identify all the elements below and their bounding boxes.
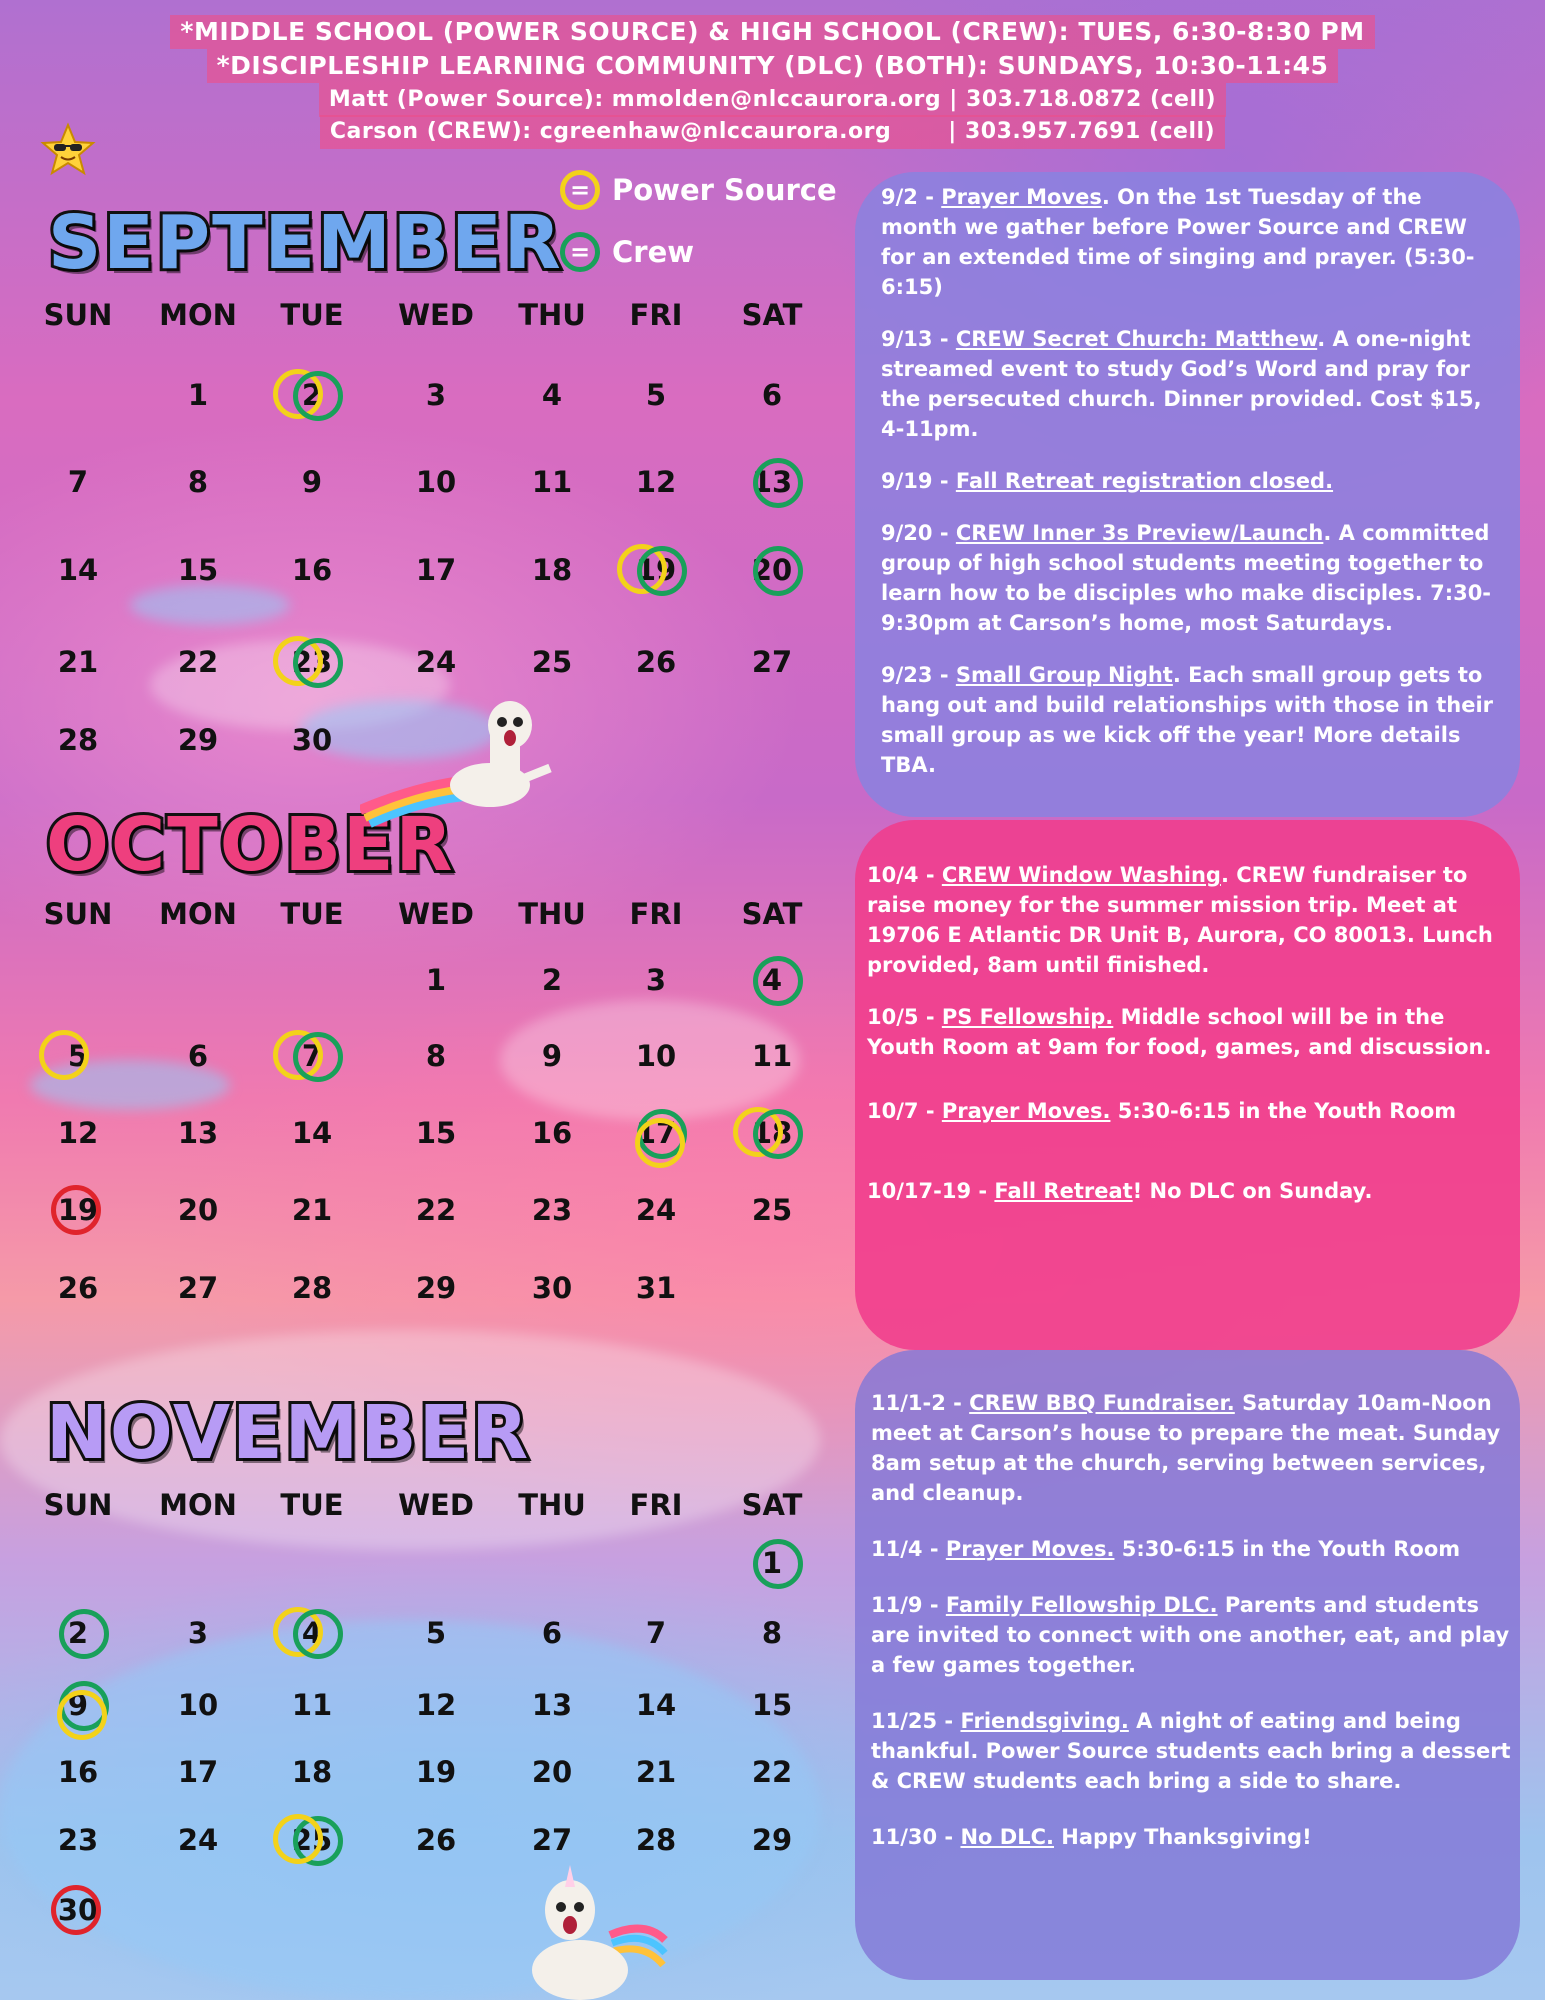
calendar-day: 25 [531,645,573,679]
calendar-day: 27 [531,1823,573,1857]
calendar-day: 2 [301,378,323,412]
event-item [871,1388,1512,1508]
weekday-sat: SAT [741,1488,803,1522]
calendar-day: 13 [531,1688,573,1722]
calendar-day: 28 [57,723,99,757]
calendar-day: 12 [57,1116,99,1150]
flying-llama-icon [360,690,570,830]
weekday-fri: FRI [629,1488,683,1522]
calendar-day: 14 [291,1116,333,1150]
calendar-day: 11 [531,465,573,499]
weekday-sun: SUN [43,1488,113,1522]
calendar-day: 9 [301,465,323,499]
calendar-day: 10 [177,1688,219,1722]
weekday-sat: SAT [741,298,803,332]
calendar-day: 3 [425,378,447,412]
calendar-day: 5 [645,378,667,412]
calendar-day: 21 [291,1193,333,1227]
event-title: Prayer Moves. [945,1537,1115,1561]
event-title: CREW BBQ Fundraiser. [969,1391,1235,1415]
calendar-day: 31 [635,1271,677,1305]
weekday-sun: SUN [43,298,113,332]
event-item [867,860,1500,980]
event-date: 11/1-2 - [871,1391,970,1415]
calendar-day: 8 [425,1039,447,1073]
calendar-day: 18 [291,1755,333,1789]
calendar-day: 29 [751,1823,793,1857]
event-description: Happy Thanksgiving! [1053,1825,1312,1849]
calendar-day: 22 [177,645,219,679]
event-date: 10/17-19 - [867,1179,995,1203]
calendar-day: 16 [291,553,333,587]
event-date: 11/4 - [871,1537,946,1561]
calendar-day: 6 [761,378,783,412]
calendar-day: 5 [425,1616,447,1650]
weekday-sun: SUN [43,897,113,931]
calendar-day: 9 [541,1039,563,1073]
event-title: CREW Window Washing [941,863,1221,887]
calendar-day: 16 [57,1755,99,1789]
header-schedule-line: *MIDDLE SCHOOL (POWER SOURCE) & HIGH SCHOOL (CREW): TUES, 6:30-8:30 PM [170,15,1374,49]
calendar-day: 4 [541,378,563,412]
events-panel-september [855,172,1520,817]
events-panel-november [855,1350,1520,1980]
calendar-day: 5 [67,1039,89,1073]
calendar-day: 22 [751,1755,793,1789]
calendar-day: 21 [57,645,99,679]
event-date: 9/20 - [881,521,956,545]
calendar-day: 19 [57,1193,99,1227]
event-description: . A one-night streamed event to study God’s Word and pray for the persecuted church. Dinner provided. Cost $15, 4-11pm. [881,327,1482,441]
calendar-day: 18 [751,1116,793,1150]
event-description: . A committed group of high school students meeting together to learn how to be disciples who make disciples. 7:30-9:30pm at Carson’s home, most Saturdays. [881,521,1492,635]
event-date: 11/25 - [871,1709,961,1733]
event-item [867,1176,1500,1206]
calendar-day: 19 [635,553,677,587]
event-description: ! No DLC on Sunday. [1132,1179,1373,1203]
event-description: A night of eating and being thankful. Power Source students each bring a dessert & CREW students each bring a side to share. [871,1709,1511,1793]
calendar-day: 4 [301,1616,323,1650]
weekday-mon: MON [159,897,237,931]
weekday-thu: THU [518,298,586,332]
calendar-day: 29 [177,723,219,757]
calendar-day: 8 [761,1616,783,1650]
legend-crew-label: Crew [612,235,695,269]
calendar-day: 16 [531,1116,573,1150]
calendar-day: 2 [67,1616,89,1650]
event-item [871,1590,1512,1680]
calendar-day: 25 [291,1823,333,1857]
calendar-day: 13 [177,1116,219,1150]
calendar-day: 11 [291,1688,333,1722]
event-description: . CREW fundraiser to raise money for the summer mission trip. Meet at 19706 E Atlantic DR Unit B, Aurora, CO 80013. Lunch provided, 8am until finished. [867,863,1493,977]
legend-crew [560,232,694,272]
calendar-day: 30 [57,1893,99,1927]
calendar-day: 24 [177,1823,219,1857]
event-item [881,324,1500,444]
weekday-sat: SAT [741,897,803,931]
event-title: Fall Retreat registration closed. [955,469,1334,493]
event-date: 11/9 - [871,1593,946,1617]
calendar-day: 24 [635,1193,677,1227]
calendar-day: 1 [187,378,209,412]
event-title: Prayer Moves. [941,1099,1111,1123]
weekday-wed: WED [398,897,474,931]
calendar-day: 11 [751,1039,793,1073]
calendar-day: 14 [635,1688,677,1722]
event-title: CREW Inner 3s Preview/Launch [955,521,1324,545]
calendar-day: 21 [635,1755,677,1789]
calendar-day: 23 [531,1193,573,1227]
month-title-november: NOVEMBER [46,1390,531,1476]
event-item [881,182,1500,302]
event-item [867,1096,1500,1126]
calendar-day: 26 [57,1271,99,1305]
month-title-september: SEPTEMBER [48,200,563,286]
calendar-day: 28 [291,1271,333,1305]
crew-ring-icon: = [560,232,600,272]
event-date: 10/5 - [867,1005,942,1029]
event-title: Prayer Moves [941,185,1102,209]
event-date: 10/7 - [867,1099,942,1123]
weekday-tue: TUE [280,298,344,332]
legend-power-source-label: Power Source [612,173,837,207]
event-description: 5:30-6:15 in the Youth Room [1114,1537,1461,1561]
events-panel-october [855,820,1520,1350]
calendar-day: 10 [415,465,457,499]
calendar-day: 19 [415,1755,457,1789]
legend-power-source [560,170,837,210]
calendar-day: 12 [635,465,677,499]
event-item [871,1706,1512,1796]
calendar-day: 15 [415,1116,457,1150]
weekday-fri: FRI [629,298,683,332]
calendar-day: 17 [177,1755,219,1789]
calendar-day: 22 [415,1193,457,1227]
calendar-day: 4 [761,963,783,997]
calendar-day: 3 [187,1616,209,1650]
event-date: 9/19 - [881,469,956,493]
event-description: . Each small group gets to hang out and build relationships with those in their small group as we kick off the year! More details TBA. [881,663,1494,777]
calendar-day: 15 [177,553,219,587]
unicorn-llama-icon [515,1865,675,2000]
calendar-day: 8 [187,465,209,499]
calendar-day: 27 [751,645,793,679]
calendar-day: 24 [415,645,457,679]
header-dlc-line: *DISCIPLESHIP LEARNING COMMUNITY (DLC) (BOTH): SUNDAYS, 10:30-11:45 [207,49,1339,83]
calendar-day: 7 [301,1039,323,1073]
event-title: PS Fellowship. [941,1005,1114,1029]
calendar-day: 20 [531,1755,573,1789]
calendar-day: 18 [531,553,573,587]
weekday-tue: TUE [280,897,344,931]
event-item [881,518,1500,638]
calendar-day: 23 [57,1823,99,1857]
calendar-day: 2 [541,963,563,997]
calendar-day: 17 [415,553,457,587]
calendar-day: 3 [645,963,667,997]
event-title: Small Group Night [955,663,1173,687]
calendar-day: 20 [177,1193,219,1227]
event-description: . On the 1st Tuesday of the month we gather before Power Source and CREW for an extended time of singing and prayer. (5:30-6:15) [881,185,1475,299]
calendar-day: 6 [541,1616,563,1650]
event-item [871,1534,1512,1564]
calendar-day: 13 [751,465,793,499]
calendar-day: 27 [177,1271,219,1305]
calendar-day: 17 [635,1116,677,1150]
calendar-day: 29 [415,1271,457,1305]
calendar-day: 26 [415,1823,457,1857]
calendar-day: 10 [635,1039,677,1073]
weekday-thu: THU [518,1488,586,1522]
event-description: 5:30-6:15 in the Youth Room [1110,1099,1457,1123]
calendar-day: 7 [67,465,89,499]
header-carson-contact: Carson (CREW): cgreenhaw@nlccaurora.org | 303.957.7691 (cell) [320,115,1225,149]
calendar-day: 30 [531,1271,573,1305]
event-date: 9/23 - [881,663,956,687]
star-sunglasses-icon [40,122,96,178]
calendar-day: 25 [751,1193,793,1227]
calendar-day: 15 [751,1688,793,1722]
weekday-mon: MON [159,1488,237,1522]
event-item [881,660,1500,780]
calendar-day: 1 [761,1546,783,1580]
calendar-day: 9 [67,1688,89,1722]
calendar-day: 12 [415,1688,457,1722]
header-matt-contact: Matt (Power Source): mmolden@nlccaurora.org | 303.718.0872 (cell) [319,83,1226,117]
header [0,14,1545,146]
weekday-mon: MON [159,298,237,332]
event-item [881,466,1500,496]
event-description: Parents and students are invited to connect with one another, eat, and play a few games together. [871,1593,1510,1677]
weekday-tue: TUE [280,1488,344,1522]
calendar-day: 7 [645,1616,667,1650]
event-description: Middle school will be in the Youth Room at 9am for food, games, and discussion. [867,1005,1492,1059]
event-item [871,1822,1512,1852]
event-title: Family Fellowship DLC. [945,1593,1218,1617]
event-item [867,1002,1500,1062]
calendar-day: 1 [425,963,447,997]
event-date: 10/4 - [867,863,942,887]
weekday-fri: FRI [629,897,683,931]
calendar-day: 6 [187,1039,209,1073]
event-date: 9/2 - [881,185,942,209]
calendar-day: 26 [635,645,677,679]
event-description: Saturday 10am-Noon meet at Carson’s house to prepare the meat. Sunday 8am setup at the church, serving between services, and cleanup. [871,1391,1501,1505]
calendar-day: 14 [57,553,99,587]
weekday-wed: WED [398,298,474,332]
event-date: 11/30 - [871,1825,961,1849]
calendar-day: 28 [635,1823,677,1857]
calendar-day: 20 [751,553,793,587]
weekday-wed: WED [398,1488,474,1522]
calendar-day: 23 [291,645,333,679]
power-source-ring-icon: = [560,170,600,210]
event-date: 9/13 - [881,327,956,351]
event-title: Friendsgiving. [960,1709,1129,1733]
calendar-day: 30 [291,723,333,757]
weekday-thu: THU [518,897,586,931]
month-title-october: OCTOBER [46,802,455,888]
event-title: CREW Secret Church: Matthew [955,327,1318,351]
event-title: Fall Retreat [994,1179,1133,1203]
event-title: No DLC. [960,1825,1054,1849]
